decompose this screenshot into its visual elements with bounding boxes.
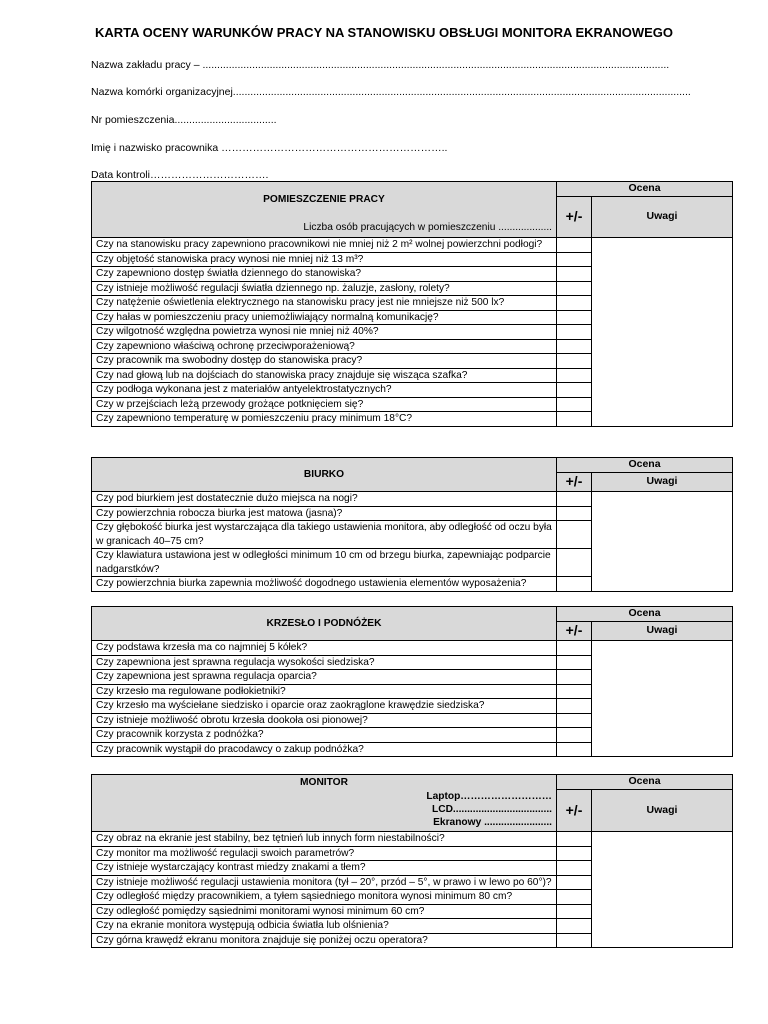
- question-text: Czy głębokość biurka jest wystarczająca dla takiego ustawienia monitora, aby odległość od oczu była w granicach 40–75 cm?: [92, 521, 557, 549]
- question-text: Czy powierzchnia robocza biurka jest matowa (jasna)?: [92, 506, 557, 521]
- question-text: Czy pracownik wystąpił do pracodawcy o zakup podnóżka?: [92, 742, 557, 757]
- room-occupants-count: Liczba osób pracujących w pomieszczeniu ...................: [303, 221, 552, 233]
- assessment-cell[interactable]: [557, 742, 592, 757]
- question-row: [92, 641, 733, 656]
- assessment-cell[interactable]: [557, 310, 592, 325]
- notes-cell[interactable]: [592, 238, 733, 427]
- assessment-cell[interactable]: [557, 641, 592, 656]
- question-text: Czy górna krawędź ekranu monitora znajduje się poniżej oczu operatora?: [92, 933, 557, 948]
- question-text: Czy istnieje możliwość regulacji ustawienia monitora (tył – 20°, przód – 5°, w prawo i w lewo po 60°)?: [92, 875, 557, 890]
- question-text: Czy klawiatura ustawiona jest w odległości minimum 10 cm od brzegu biurka, zapewniając podparcie nadgarstków?: [92, 549, 557, 577]
- assessment-cell[interactable]: [557, 339, 592, 354]
- question-text: Czy wilgotność względna powietrza wynosi nie mniej niż 40%?: [92, 325, 557, 340]
- assessment-cell[interactable]: [557, 890, 592, 905]
- assessment-cell[interactable]: [557, 933, 592, 948]
- question-text: Czy pod biurkiem jest dostatecznie dużo miejsca na nogi?: [92, 492, 557, 507]
- question-text: Czy zapewniono dostęp światła dziennego do stanowiska?: [92, 267, 557, 282]
- assessment-cell[interactable]: [557, 846, 592, 861]
- assessment-cell[interactable]: [557, 549, 592, 577]
- question-text: Czy krzesło ma wyściełane siedzisko i oparcie oraz zaokrąglone krawędzie siedziska?: [92, 699, 557, 714]
- desk-section-table: [91, 457, 733, 592]
- assessment-cell[interactable]: [557, 875, 592, 890]
- question-text: Czy natężenie oświetlenia elektrycznego na stanowisku pracy jest nie mniejsze niż 500 lx?: [92, 296, 557, 311]
- ocena-header: Ocena: [557, 182, 733, 197]
- assessment-cell[interactable]: [557, 354, 592, 369]
- plus-minus-header: +/-: [557, 790, 592, 832]
- assessment-cell[interactable]: [557, 728, 592, 743]
- question-text: Czy w przejściach leżą przewody grożące potknięciem się?: [92, 397, 557, 412]
- question-text: Czy nad głową lub na dojściach do stanowiska pracy znajduje się wisząca szafka?: [92, 368, 557, 383]
- question-text: Czy objętość stanowiska pracy wynosi nie mniej niż 13 m³?: [92, 252, 557, 267]
- question-text: Czy monitor ma możliwość regulacji swoich parametrów?: [92, 846, 557, 861]
- uwagi-header: Uwagi: [592, 197, 733, 238]
- ocena-header: Ocena: [557, 607, 733, 622]
- assessment-cell[interactable]: [557, 296, 592, 311]
- assessment-cell[interactable]: [557, 670, 592, 685]
- page-title: KARTA OCENY WARUNKÓW PRACY NA STANOWISKU OBSŁUGI MONITORA EKRANOWEGO: [94, 25, 674, 40]
- uwagi-header: Uwagi: [592, 790, 733, 832]
- uwagi-header: Uwagi: [592, 622, 733, 641]
- room-section-header: [92, 182, 557, 238]
- assessment-cell[interactable]: [557, 713, 592, 728]
- assessment-cell[interactable]: [557, 861, 592, 876]
- notes-cell[interactable]: [592, 641, 733, 757]
- ocena-header: Ocena: [557, 458, 733, 473]
- assessment-cell[interactable]: [557, 412, 592, 427]
- monitor-section-title: MONITOR: [300, 777, 348, 788]
- inspection-date-field: Data kontroli…………………………….: [91, 169, 269, 181]
- assessment-cell[interactable]: [557, 238, 592, 253]
- question-text: Czy odległość pomiędzy sąsiednimi monitorami wynosi minimum 60 cm?: [92, 904, 557, 919]
- question-text: Czy hałas w pomieszczeniu pracy uniemożliwiający normalną komunikację?: [92, 310, 557, 325]
- desk-section-title: BIURKO: [92, 458, 557, 492]
- question-row: [92, 832, 733, 847]
- assessment-cell[interactable]: [557, 577, 592, 592]
- assessment-cell[interactable]: [557, 655, 592, 670]
- question-text: Czy krzesło ma regulowane podłokietniki?: [92, 684, 557, 699]
- question-text: Czy zapewniona jest sprawna regulacja wysokości siedziska?: [92, 655, 557, 670]
- employee-name-field: Imię i nazwisko pracownika ………………………………………………………..: [91, 142, 448, 154]
- assessment-cell[interactable]: [557, 699, 592, 714]
- assessment-cell[interactable]: [557, 492, 592, 507]
- plus-minus-header: +/-: [557, 473, 592, 492]
- chair-section-table: [91, 606, 733, 757]
- assessment-cell[interactable]: [557, 684, 592, 699]
- ocena-header: Ocena: [557, 775, 733, 790]
- question-row: [92, 238, 733, 253]
- room-section-title: POMIESZCZENIE PRACY: [263, 194, 385, 205]
- plus-minus-header: +/-: [557, 622, 592, 641]
- assessment-cell[interactable]: [557, 521, 592, 549]
- question-text: Czy powierzchnia biurka zapewnia możliwość dogodnego ustawienia elementów wyposażenia?: [92, 577, 557, 592]
- monitor-section-header: [92, 775, 557, 832]
- question-row: [92, 492, 733, 507]
- monitor-section-table: [91, 774, 733, 948]
- assessment-cell[interactable]: [557, 281, 592, 296]
- plus-minus-header: +/-: [557, 197, 592, 238]
- question-text: Czy na stanowisku pracy zapewniono pracownikowi nie mniej niż 2 m² wolnej powierzchni podłogi?: [92, 238, 557, 253]
- question-text: Czy zapewniona jest sprawna regulacja oparcia?: [92, 670, 557, 685]
- question-text: Czy pracownik korzysta z podnóżka?: [92, 728, 557, 743]
- assessment-cell[interactable]: [557, 506, 592, 521]
- assessment-cell[interactable]: [557, 252, 592, 267]
- uwagi-header: Uwagi: [592, 473, 733, 492]
- question-text: Czy pracownik ma swobodny dostęp do stanowiska pracy?: [92, 354, 557, 369]
- question-text: Czy istnieje możliwość obrotu krzesła dookoła osi pionowej?: [92, 713, 557, 728]
- question-text: Czy zapewniono temperaturę w pomieszczeniu pracy minimum 18°C?: [92, 412, 557, 427]
- chair-section-title: KRZESŁO I PODNÓŻEK: [92, 607, 557, 641]
- assessment-cell[interactable]: [557, 325, 592, 340]
- assessment-cell[interactable]: [557, 919, 592, 934]
- assessment-cell[interactable]: [557, 368, 592, 383]
- room-section-table: [91, 181, 733, 427]
- assessment-cell[interactable]: [557, 267, 592, 282]
- workplace-field: Nazwa zakładu pracy – ................................................................................................................................................................: [91, 59, 670, 71]
- org-unit-field: Nazwa komórki organizacyjnej.............................................................................................................................................................: [91, 86, 691, 98]
- assessment-cell[interactable]: [557, 397, 592, 412]
- monitor-type-ekranowy: Ekranowy ........................: [433, 816, 552, 828]
- question-text: Czy podłoga wykonana jest z materiałów antyelektrostatycznych?: [92, 383, 557, 398]
- question-text: Czy na ekranie monitora występują odbicia światła lub olśnienia?: [92, 919, 557, 934]
- question-text: Czy istnieje możliwość regulacji światła dziennego np. żaluzje, zasłony, rolety?: [92, 281, 557, 296]
- notes-cell[interactable]: [592, 492, 733, 592]
- room-number-field: Nr pomieszczenia...................................: [91, 114, 277, 126]
- monitor-type-laptop: Laptop………………………: [426, 790, 552, 802]
- assessment-cell[interactable]: [557, 832, 592, 847]
- assessment-cell[interactable]: [557, 383, 592, 398]
- notes-cell[interactable]: [592, 832, 733, 948]
- assessment-cell[interactable]: [557, 904, 592, 919]
- monitor-type-lcd: LCD...................................: [431, 803, 552, 815]
- question-text: Czy podstawa krzesła ma co najmniej 5 kółek?: [92, 641, 557, 656]
- question-text: Czy istnieje wystarczający kontrast miedzy znakami a tłem?: [92, 861, 557, 876]
- question-text: Czy obraz na ekranie jest stabilny, bez tętnień lub innych form niestabilności?: [92, 832, 557, 847]
- question-text: Czy odległość między pracownikiem, a tyłem sąsiedniego monitora wynosi minimum 80 cm?: [92, 890, 557, 905]
- question-text: Czy zapewniono właściwą ochronę przeciwporażeniową?: [92, 339, 557, 354]
